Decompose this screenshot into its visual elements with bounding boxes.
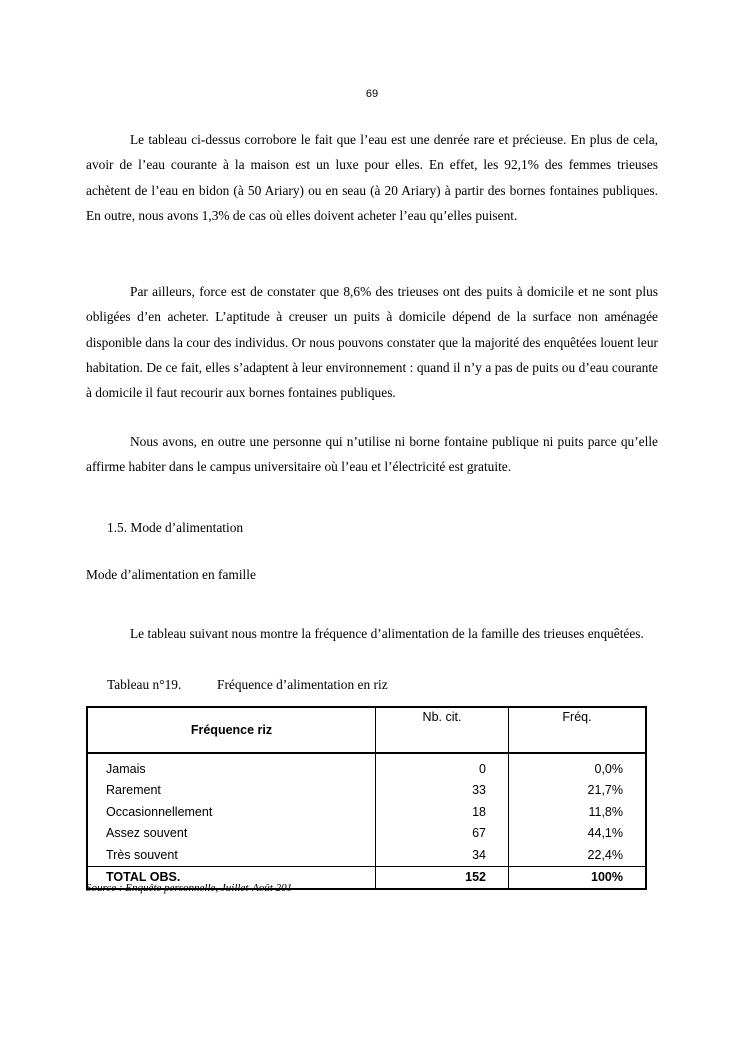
table-title: Fréquence d’alimentation en riz [217, 677, 388, 692]
row-count: 67 [376, 823, 509, 845]
table-number: Tableau n°19. [107, 677, 182, 692]
header-nb-cit: Nb. cit. [376, 707, 509, 753]
table-row [87, 758, 646, 780]
row-label: Jamais [87, 758, 376, 780]
table-header-row [87, 707, 646, 753]
subheading: Mode d’alimentation en famille [86, 567, 256, 582]
table-row [87, 823, 646, 845]
row-percent: 22,4% [587, 847, 623, 862]
header-freq: Fréq. [509, 707, 647, 753]
total-percent: 100% [509, 866, 647, 889]
page-number: 69 [365, 88, 379, 100]
row-count: 33 [376, 780, 509, 802]
paragraph-wells: Par ailleurs, force est de constater que 8,6% des trieuses ont des puits à domicile et ne sont plus obligées d’en acheter. L’aptitude à creuser un puits à domicile dépend de la surface non aménagée disponible dans la cour des individus. Or nous pouvons constater que la majorité des enquêtées louent leur habitation. De ce fait, elles s’adaptent à leur environnement : quand il n’y a pas de puits ou d’eau courante à domicile il faut recourir aux bornes fontaines publiques. [86, 284, 658, 401]
row-count: 34 [376, 844, 509, 866]
row-percent: 44,1% [587, 826, 623, 841]
paragraph-campus: Nous avons, en outre une personne qui n’utilise ni borne fontaine publique ni puits parce qu’elle affirme habiter dans le campus universitaire où l’eau et l’électricité est gratuite. [86, 434, 658, 475]
row-label: Assez souvent [87, 823, 376, 845]
row-label: Rarement [87, 780, 376, 802]
row-percent: 21,7% [587, 783, 623, 798]
section-heading: 1.5. Mode d’alimentation [107, 520, 244, 535]
table-caption [107, 677, 388, 693]
row-count: 18 [376, 801, 509, 823]
row-label: Très souvent [87, 844, 376, 866]
paragraph-water-scarcity: Le tableau ci-dessus corrobore le fait que l’eau est une denrée rare et précieuse. En plus de cela, avoir de l’eau courante à la maison est un luxe pour elles. En effet, les 92,1% des femmes trieuses achètent de l’eau en bidon (à 50 Ariary) ou en seau (à 20 Ariary) à partir des bornes fontaines publiques. En outre, nous avons 1,3% de cas où elles doivent acheter l’eau qu’elles puisent. [86, 132, 658, 223]
total-label: TOTAL OBS. [87, 866, 376, 889]
total-count: 152 [376, 866, 509, 889]
row-percent: 0,0% [594, 761, 623, 776]
row-percent: 11,8% [588, 804, 623, 819]
table-row [87, 844, 646, 866]
row-label: Occasionnellement [87, 801, 376, 823]
table-row [87, 801, 646, 823]
frequency-table [86, 706, 647, 890]
row-count: 0 [376, 758, 509, 780]
header-frequence-riz: Fréquence riz [87, 707, 376, 753]
table-row [87, 780, 646, 802]
table-source: Source : Enquête personnelle, Juillet-Août 201 [86, 882, 293, 894]
table-intro: Le tableau suivant nous montre la fréquence d’alimentation de la famille des trieuses enquêtées. [130, 626, 644, 641]
